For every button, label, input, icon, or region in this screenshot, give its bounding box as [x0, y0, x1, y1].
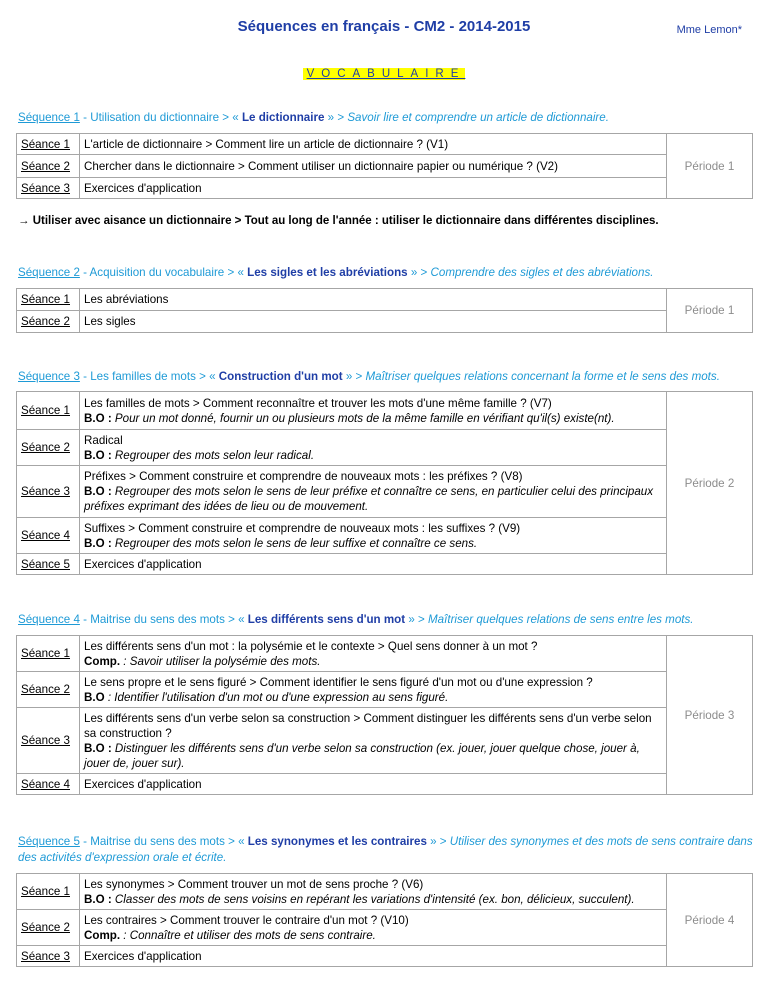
table-row: Séance 1 Les familles de mots > Comment reconnaître et trouver les mots d'une même famille ? (V7) B.O : Pour un mot donné, fournir un ou plusieurs mots de la même famille en vérifiant qu'il(s) existe(nt). Période 2 — [17, 392, 753, 430]
page-title: Séquences en français - CM2 - 2014-2015 — [237, 18, 531, 35]
table-row: Séance 2 Les contraires > Comment trouver le contraire d'un mot ? (V10) Comp. : Connaître et utiliser des mots de sens contraire. — [17, 910, 753, 946]
table-row: Séance 1 L'article de dictionnaire > Comment lire un article de dictionnaire ? (V1) Période 1 — [17, 134, 753, 155]
sequence-1-table — [16, 133, 753, 199]
periode-cell: Période 1 — [667, 134, 753, 199]
table-row: Séance 3 Les différents sens d'un verbe selon sa construction > Comment distinguer les différents sens d'un verbe selon sa construction ? B.O : Distinguer les différents sens d'un verbe selon sa construction (ex. jouer, jouer quelque chose, jouer à, jouer de, jouer sur). — [17, 708, 753, 774]
author-name: Mme Lemon* — [676, 24, 742, 36]
table-row: Séance 4 Suffixes > Comment construire et comprendre de nouveaux mots : les suffixes ? (V9) B.O : Regrouper des mots selon le sens de leur suffixe et connaître ce sens. — [17, 518, 753, 554]
sequence-4-heading: Séquence 4 - Maitrise du sens des mots > « Les différents sens d'un mot » > Maîtriser quelques relations de sens entre les mots. — [18, 613, 694, 626]
sequence-1-heading: Séquence 1 - Utilisation du dictionnaire > « Le dictionnaire » > Savoir lire et comprendre un article de dictionnaire. — [18, 111, 609, 124]
sequence-5-table — [16, 873, 753, 967]
sequence-2-heading: Séquence 2 - Acquisition du vocabulaire > « Les sigles et les abréviations » > Comprendre des sigles et des abréviations. — [18, 266, 654, 279]
table-row: Séance 3 Exercices d'application — [17, 178, 753, 199]
periode-cell: Période 4 — [667, 874, 753, 967]
section-heading: VOCABULAIRE — [303, 68, 466, 80]
sequence-2-table — [16, 288, 753, 333]
table-row: Séance 3 Préfixes > Comment construire et comprendre de nouveaux mots : les préfixes ? (V8) B.O : Regrouper des mots selon le sens de leur préfixe et connaître ce sens, en particulier celui des principaux préfixes exprimant des idées de lieu ou de mouvement. — [17, 466, 753, 518]
periode-cell: Période 1 — [667, 289, 753, 333]
periode-cell: Période 3 — [667, 636, 753, 795]
periode-cell: Période 2 — [667, 392, 753, 575]
table-row: Séance 2 Chercher dans le dictionnaire > Comment utiliser un dictionnaire papier ou numérique ? (V2) — [17, 155, 753, 178]
table-row: Séance 4 Exercices d'application — [17, 774, 753, 795]
sequence-3-table — [16, 391, 753, 575]
table-row: Séance 5 Exercices d'application — [17, 554, 753, 575]
table-row: Séance 2 Radical B.O : Regrouper des mots selon leur radical. — [17, 430, 753, 466]
table-row: Séance 2 Les sigles — [17, 311, 753, 333]
table-row: Séance 2 Le sens propre et le sens figuré > Comment identifier le sens figuré d'un mot ou d'une expression ? B.O : Identifier l'utilisation d'un mot ou d'une expression au sens figuré. — [17, 672, 753, 708]
table-row: Séance 1 Les différents sens d'un mot : la polysémie et le contexte > Quel sens donner à un mot ? Comp. : Savoir utiliser la polysémie des mots. Période 3 — [17, 636, 753, 672]
sequence-5-heading: Séquence 5 - Maitrise du sens des mots > « Les synonymes et les contraires » > Utiliser des synonymes et des mots de sens contraire dans des activités d'expression orale et écrite. — [18, 835, 753, 864]
sequence-4-table — [16, 635, 753, 795]
table-row: Séance 3 Exercices d'application — [17, 946, 753, 967]
table-row: Séance 1 Les synonymes > Comment trouver un mot de sens proche ? (V6) B.O : Classer des mots de sens voisins en repérant les variations d'intensité (ex. bon, délicieux, succulent). Période 4 — [17, 874, 753, 910]
arrow-icon: → — [18, 215, 30, 227]
table-row: Séance 1 Les abréviations Période 1 — [17, 289, 753, 311]
sequence-3-heading: Séquence 3 - Les familles de mots > « Construction d'un mot » > Maîtriser quelques relations concernant la forme et le sens des mots. — [18, 370, 720, 383]
dictionary-note: → Utiliser avec aisance un dictionnaire > Tout au long de l'année : utiliser le dictionnaire dans différentes disciplines. — [18, 215, 659, 227]
